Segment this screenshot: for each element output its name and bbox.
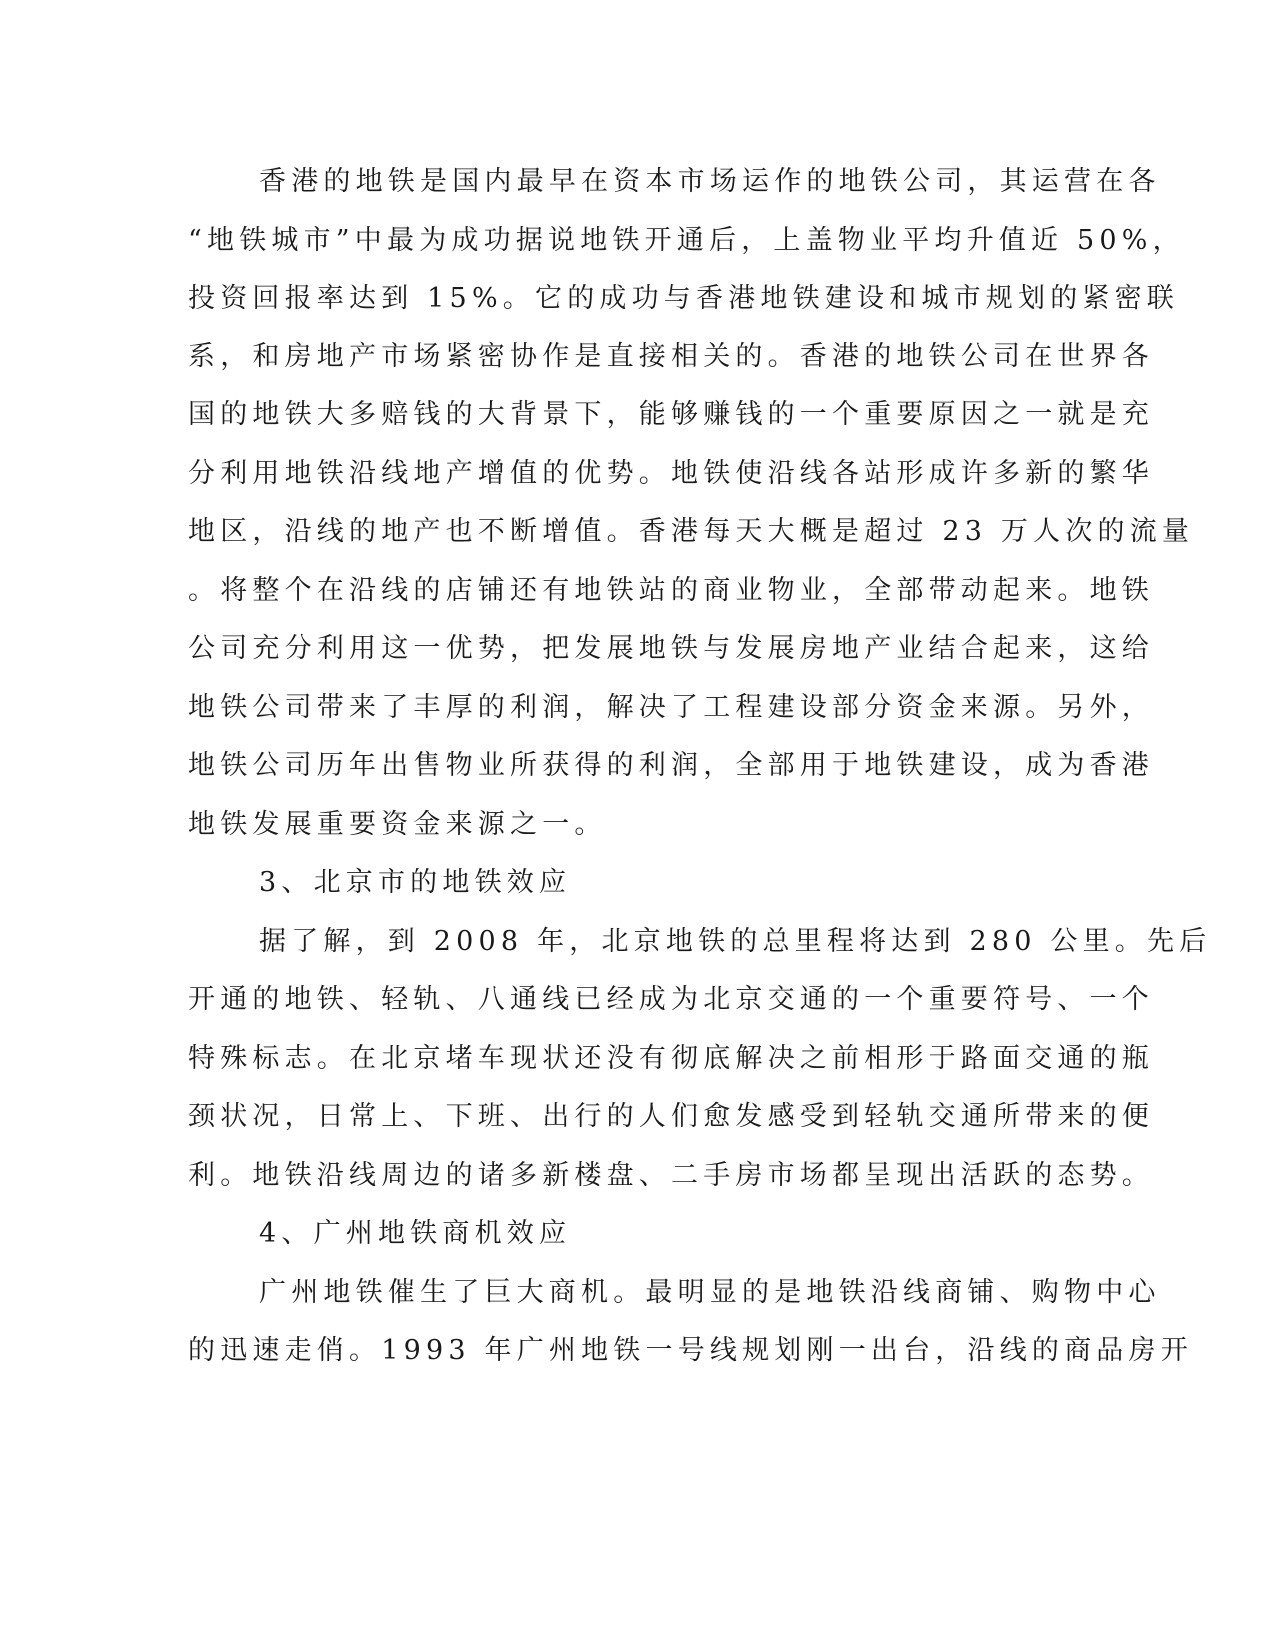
text-line: 特殊标志。在北京堵车现状还没有彻底解决之前相形于路面交通的瓶 <box>188 1043 1154 1074</box>
text-line: 地区，沿线的地产也不断增值。香港每天大概是超过 23 万人次的流量 <box>188 516 1195 547</box>
section-heading: 3、北京市的地铁效应 <box>259 867 572 898</box>
text-line: 颈状况，日常上、下班、出行的人们愈发感受到轻轨交通所带来的便 <box>188 1101 1154 1132</box>
text-line: 投资回报率达到 15%。它的成功与香港地铁建设和城市规划的紧密联 <box>188 283 1179 314</box>
text-line: 地铁公司历年出售物业所获得的利润，全部用于地铁建设，成为香港 <box>188 750 1154 781</box>
text-line: 的迅速走俏。1993 年广州地铁一号线规划刚一出台，沿线的商品房开 <box>188 1335 1193 1366</box>
text-line: 广州地铁催生了巨大商机。最明显的是地铁沿线商铺、购物中心 <box>259 1277 1161 1308</box>
section-heading: 4、广州地铁商机效应 <box>259 1218 572 1249</box>
text-line: 分利用地铁沿线地产增值的优势。地铁使沿线各站形成许多新的繁华 <box>188 458 1154 489</box>
text-line: 据了解，到 2008 年，北京地铁的总里程将达到 280 公里。先后 <box>259 926 1212 957</box>
text-line: 地铁发展重要资金来源之一。 <box>188 809 607 840</box>
text-line: 地铁公司带来了丰厚的利润，解决了工程建设部分资金来源。另外， <box>188 692 1154 723</box>
text-line: 。将整个在沿线的店铺还有地铁站的商业物业，全部带动起来。地铁 <box>188 575 1154 606</box>
text-line: 利。地铁沿线周边的诸多新楼盘、二手房市场都呈现出活跃的态势。 <box>188 1160 1154 1191</box>
text-line: 开通的地铁、轻轨、八通线已经成为北京交通的一个重要符号、一个 <box>188 984 1154 1015</box>
text-line: 国的地铁大多赔钱的大背景下，能够赚钱的一个重要原因之一就是充 <box>188 399 1154 430</box>
text-line: “地铁城市”中最为成功据说地铁开通后，上盖物业平均升值近 50%， <box>188 225 1185 256</box>
text-line: 香港的地铁是国内最早在资本市场运作的地铁公司，其运营在各 <box>259 166 1161 197</box>
text-line: 系，和房地产市场紧密协作是直接相关的。香港的地铁公司在世界各 <box>188 341 1154 372</box>
text-line: 公司充分利用这一优势，把发展地铁与发展房地产业结合起来，这给 <box>188 633 1154 664</box>
